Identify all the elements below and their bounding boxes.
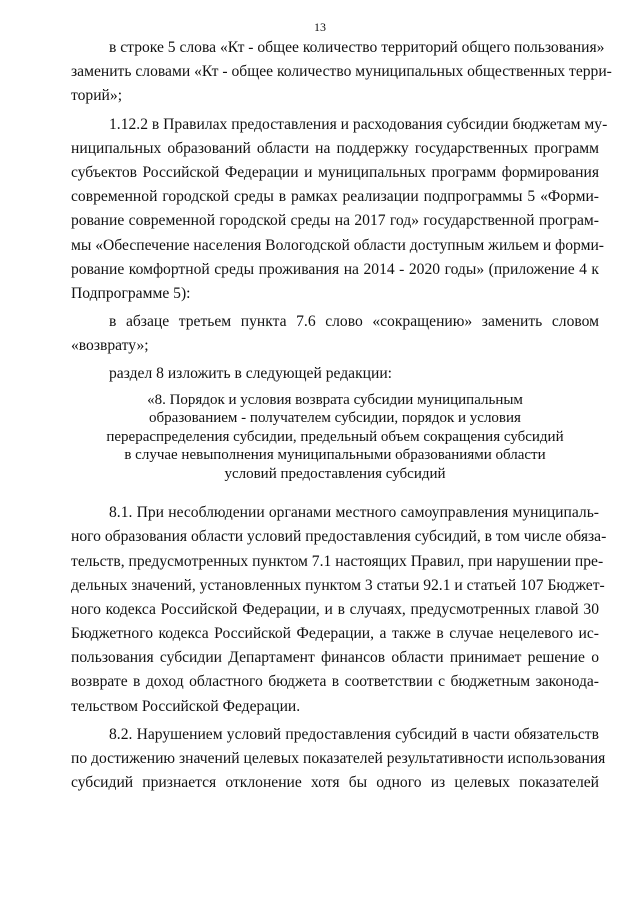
text-line: 1.12.2 в Правилах предоставления и расходования субсидии бюджетам му- bbox=[109, 115, 608, 133]
text-line: возврате в доход областного бюджета в соответствии с бюджетным законода- bbox=[71, 673, 599, 691]
text-line: рование современной городской среды на 2017 год» государственной програм- bbox=[71, 212, 599, 230]
text-line: Подпрограмме 5): bbox=[71, 284, 191, 302]
paragraph-section-8-intro: раздел 8 изложить в следующей редакции: bbox=[109, 365, 393, 383]
heading-line: в случае невыполнения муниципальными образованиями области bbox=[124, 447, 546, 464]
text-line: 8.2. Нарушением условий предоставления субсидий в части обязательств bbox=[109, 725, 599, 743]
text-line: Бюджетного кодекса Российской Федерации, а также в случае нецелевого ис- bbox=[71, 625, 599, 643]
text-line: «возврату»; bbox=[71, 337, 149, 355]
text-line: в строке 5 слова «Кт - общее количество территорий общего пользования» bbox=[109, 39, 605, 56]
text-line: современной городской среды в рамках реализации подпрограммы 5 «Форми- bbox=[71, 188, 599, 206]
paragraph-row5-replacement bbox=[71, 36, 612, 109]
paragraph-8-2 bbox=[71, 723, 606, 796]
text-line: тельств, предусмотренных пунктом 7.1 настоящих Правил, при нарушении пре- bbox=[71, 552, 604, 570]
text-line: ного образования области условий предоставления субсидий, в том числе обяза- bbox=[71, 528, 607, 546]
text-line: субсидий признается отклонение хотя бы одного из целевых показателей bbox=[71, 774, 599, 792]
text-line: тельством Российской Федерации. bbox=[71, 697, 301, 715]
text-line: 8.1. При несоблюдении органами местного самоуправления муниципаль- bbox=[109, 504, 599, 522]
text-line: дельных значений, установленных пунктом 3 статьи 92.1 и статьей 107 Бюджет- bbox=[71, 576, 605, 594]
section-8-heading bbox=[71, 391, 599, 484]
text-line: ниципальных образований области на поддержку государственных программ bbox=[71, 139, 599, 157]
text-line: торий»; bbox=[71, 87, 123, 105]
heading-line: образованием - получателем субсидии, порядок и условия bbox=[149, 410, 521, 427]
paragraph-point-7-6 bbox=[71, 310, 599, 358]
text-line: субъектов Российской Федерации и муниципальных программ формирования bbox=[71, 163, 599, 181]
text-line: мы «Обеспечение населения Вологодской области доступным жильем и форми- bbox=[71, 236, 604, 254]
text-line: пользования субсидии Департамент финансов области принимает решение о bbox=[71, 649, 599, 667]
text-line: ного кодекса Российской Федерации, и в случаях, предусмотренных главой 30 bbox=[71, 600, 599, 618]
heading-line: условий предоставления субсидий bbox=[224, 465, 446, 482]
heading-line: перераспределения субсидии, предельный объем сокращения субсидий bbox=[106, 428, 564, 445]
text-line: в абзаце третьем пункта 7.6 слово «сокращению» заменить словом bbox=[109, 313, 599, 331]
text-line: заменить словами «Кт - общее количество муниципальных общественных терри- bbox=[71, 63, 612, 81]
text-line: по достижению значений целевых показателей результативности использования bbox=[71, 750, 606, 767]
document-body bbox=[71, 36, 612, 795]
text-line: рование комфортной среды проживания на 2014 - 2020 годы» (приложение 4 к bbox=[71, 260, 599, 278]
heading-line: «8. Порядок и условия возврата субсидии муниципальным bbox=[147, 391, 523, 408]
paragraph-8-1 bbox=[71, 501, 607, 719]
paragraph-1-12-2 bbox=[71, 113, 608, 307]
page-number: 13 bbox=[314, 20, 326, 34]
